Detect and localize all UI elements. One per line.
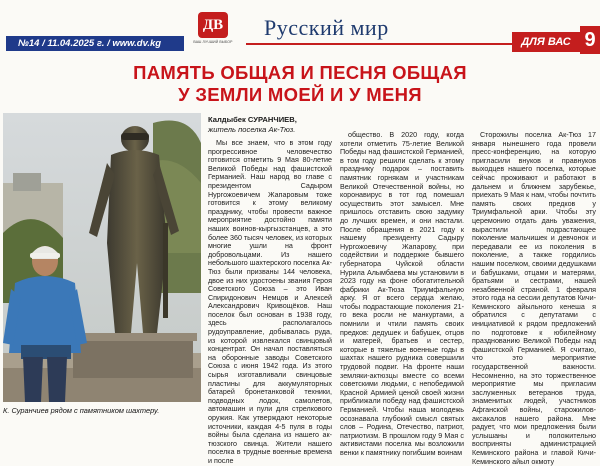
header-divider	[246, 43, 514, 45]
page-number: 9	[580, 26, 600, 54]
rubric-label: ДЛЯ ВАС	[512, 32, 580, 52]
article-headline	[0, 62, 600, 106]
article-column-1	[208, 139, 333, 465]
issue-info: №14 / 11.04.2025 г. / www.dv.kg	[6, 36, 184, 51]
page-header	[0, 0, 600, 54]
column-3-text: Сторожилы поселка Ак-Тюз 17 января нынешнего года провели пресс-конференцию, на которую пригласили внуков и правнуков выходцев нашего поселка, которые сейчас проживают и работают в дальнем и ближнем зарубежье, приехать 9 Мая к нам, чтобы почтить память своих предков у Триумфальной арки. Чтобы эту церемонию отдать дань уважения, вырастили подрастающее поколение мальчишек и девчонок и передавали ее из поколения в поколение, а также гордились нашим поселком, своими дедушками и бабушками, отцами и матерями, братьями и сестрами, нашей незабвенной страной. 1 февраля этого года на сессии депутатов Кичи-Кеминского айыльного кенеша я обратился с депутатами с инициативой к рядом предложений по подготовке к юбилейному празднованию Великой Победы над фашистской Германией. Я считаю, что это мероприятие государственной важности. Несомненно, на это торжественное мероприятие мы пригласим заслуженных ветеранов труда, знаменитых людей, участников Афганской войны, старожилов-аксакалов нашего района. Мне радует, что мои предложения были услышаны и положительно восприняты администрацией Кеминского района и главой Кичи-Кеминского айыл окмоту	[472, 131, 596, 466]
author-name: Калдыбек СУРАНЧИЕВ,	[208, 115, 297, 124]
photo-illustration	[3, 113, 201, 402]
photo-caption: К. Суранчиев рядом с памятником шахтеру.	[3, 406, 160, 415]
logo-caption: ВАШ ЛУЧШИЙ ВЫБОР	[193, 40, 233, 44]
newspaper-logo	[193, 12, 233, 54]
headline-line-2: У ЗЕМЛИ МОЕЙ И У МЕНЯ	[178, 84, 422, 105]
byline	[208, 115, 297, 134]
author-role: житель поселка Ак-Тюз.	[208, 124, 296, 134]
logo-mark: ДВ	[198, 12, 228, 38]
column-2-text: общество. В 2020 году, когда хотели отметить 75-летие Великой Победы над фашистской Германией, в том году решили сделать к этому празднику подарок – поставить памятник горнякам и участникам Великой Отечественной войны, но коронавирус в тот год помешал осуществить этот замысел. Мне пришлось отставить свою задумку до лучших времен, и они настали. После обращения в 2021 году к нашему президенту Садыру Нургожоевичу Жапарову, при содействии и поддержке бывшего губернатора Чуйской области Нурила Алымбаева мы установили в 2023 году на фоне обогатительной фабрики Ак-Тюза Триумфальную арку. Я от всего сердца желаю, чтобы подрастающие поколения 21-го века росли не манкуртами, а помнили и чтили память своих предков: дедушек и бабушек, отцов и матерей, братьев и сестер, которые в тяжелые военные годы в шахтах нашего рудника совершили трудовой подвиг. На фронте наши земляки-актюзцы вместе со всеми советскими людьми, с непобедимой Красной Армией ценой своей жизни приближали победу над фашистской Германией. Чтобы наша молодежь осознавала глубокий смысл святых слов – Родина, Отечество, патриот, патриотизм. В прошлом году 9 Мая с активистами поселка мы возложили венки к памятнику погибшим воинам	[340, 131, 464, 457]
column-1-text: Мы все знаем, что в этом году прогрессивное человечество готовится отметить 9 Мая 80-летие Великой Победы над фашистской Германией. Наш народ во главе с президентом Садыром Нургожоевичем Жапаровым тоже готовится к этому великому празднику, чтобы провести важное мероприятие достойно памяти наших воинов-кыргызстанцев, а это более 360 тысяч человек, из которых многие ушли на фронт добровольцами. Из нашего небольшого шахтерского поселка Ак-Тюз были призваны 144 человека, двое из них удостоены звания Героя Советского Союза – это Иван Спиридонович Немцов и Алексей Александрович Кривощёков. Наш поселок был основан в 1938 году, здесь располагалось рудоуправление, добывалась руда, из которой извлекался свинцовый концентрат. Он начал поставляться на оборонные заводы Советского Союза с июня 1942 года. Из этого сырья изготавливали свинцовые пластины для аккумуляторных батарей бронетанковой техники, подводных лодок, самолетов, автомашин и пули для стрелкового оружия. Как утверждают некоторые источники, каждая 4-5 пуля в годы войны была сделана из нашего ак-тюзского свинца. Жители нашего поселка в трудные военные времена и после	[208, 139, 333, 465]
article-photo	[3, 113, 201, 402]
article-column-2	[340, 131, 464, 457]
article-column-3	[472, 131, 596, 466]
section-title: Русский мир	[264, 15, 389, 40]
headline-line-1: ПАМЯТЬ ОБЩАЯ И ПЕСНЯ ОБЩАЯ	[133, 62, 467, 83]
